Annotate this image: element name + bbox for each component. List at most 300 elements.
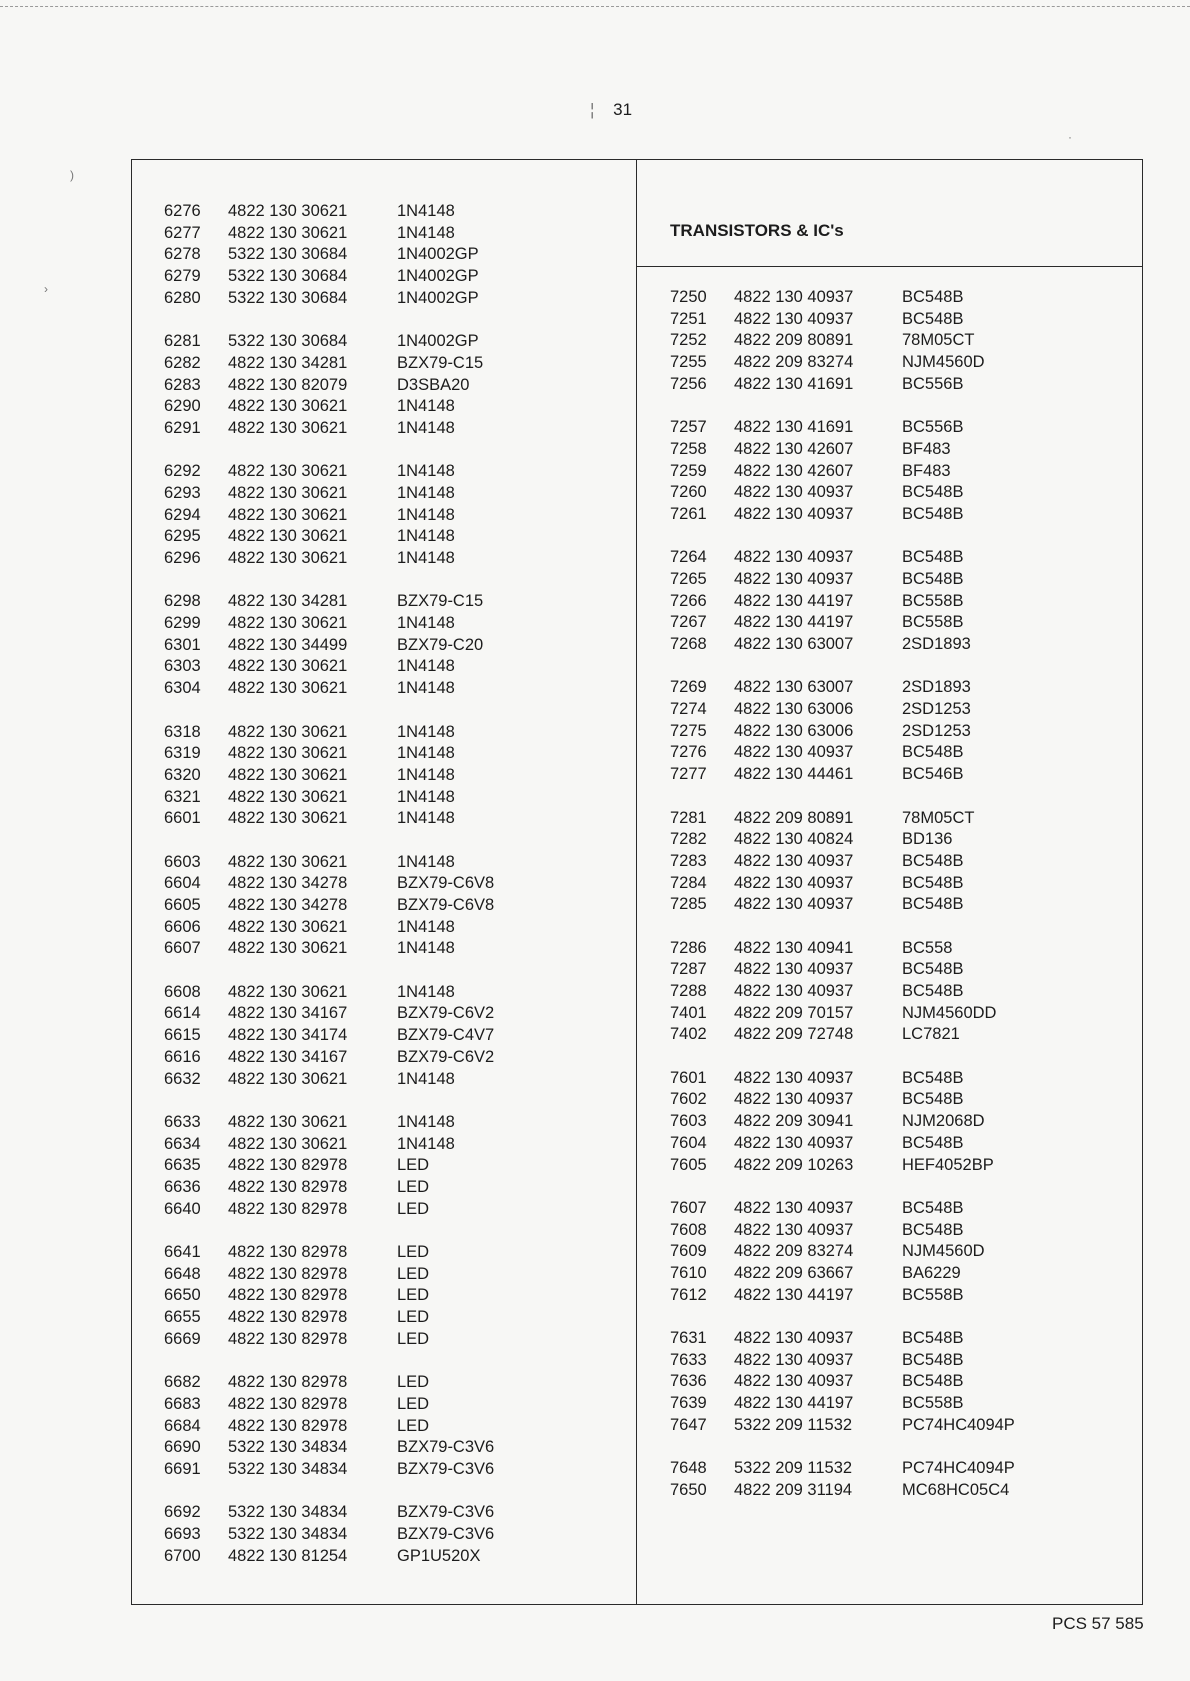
part-ref: 6606 [164,917,201,936]
part-type: D3SBA20 [397,375,470,394]
part-type: BF483 [902,439,951,458]
part-row [164,1242,494,1264]
part-row [670,959,1015,981]
part-type: BC558B [902,1285,964,1304]
part-type: BF483 [902,461,951,480]
part-ref: 7609 [670,1242,707,1261]
part-code: 4822 130 40937 [734,1133,854,1152]
part-row [670,1263,1015,1285]
part-code: 4822 130 34278 [228,896,348,914]
part-code: 4822 130 42607 [734,439,854,458]
part-code: 4822 130 30621 [228,462,348,481]
part-code: 4822 130 40937 [734,1350,854,1369]
part-row [164,1199,494,1221]
part-row [164,1416,494,1438]
part-type: 1N4002GP [397,332,479,351]
part-ref: 7605 [670,1155,707,1174]
part-code: 4822 130 82978 [228,1264,348,1283]
part-row [164,613,494,635]
part-row [670,634,1015,656]
part-code: 4822 130 40937 [734,504,854,523]
part-code: 4822 130 30621 [228,657,348,676]
part-row [164,743,494,765]
part-ref: 6655 [164,1308,201,1327]
page-number: 31 [613,100,633,119]
part-row [670,1241,1015,1263]
part-ref: 7286 [670,938,707,957]
part-row [164,223,494,245]
part-row [670,677,1015,699]
part-row [164,635,494,657]
part-type: 1N4148 [397,657,455,676]
part-code: 4822 209 63667 [734,1263,854,1282]
part-ref: 7264 [670,548,707,567]
transistor-ic-parts-list [670,287,1015,1502]
part-code: 5322 130 30684 [228,332,348,351]
part-code: 4822 130 30621 [228,809,348,828]
part-row [670,504,1015,526]
part-code: 4822 130 44461 [734,765,854,784]
part-ref: 7607 [670,1198,707,1217]
part-type: BC548B [902,1198,964,1217]
part-code: 4822 209 83274 [734,1242,854,1261]
part-ref: 6648 [164,1264,201,1283]
part-type: 1N4148 [397,982,455,1001]
part-ref: 7602 [670,1090,707,1109]
part-ref: 6299 [164,614,201,633]
part-ref: 6636 [164,1177,201,1196]
part-code: 4822 130 40937 [734,960,854,979]
part-row [670,742,1015,764]
part-code: 4822 209 80891 [734,331,854,350]
part-type: BC548B [902,982,964,1000]
part-code: 4822 209 70157 [734,1003,854,1022]
part-type: LED [397,1373,430,1392]
part-code: 4822 130 40937 [734,743,854,762]
part-ref: 6634 [164,1134,201,1153]
part-ref: 7258 [670,439,707,458]
part-ref: 6692 [164,1503,201,1522]
part-code: 4822 130 40937 [734,1329,854,1347]
scan-speck: › [44,282,48,296]
part-code: 5322 130 34834 [228,1524,348,1543]
part-type: 2SD1253 [902,721,971,740]
part-type: 1N4148 [397,549,455,567]
part-code: 4822 130 82978 [228,1177,348,1196]
part-ref: 6279 [164,267,201,286]
part-type: BC548B [902,960,964,979]
part-ref: 7639 [670,1394,707,1413]
part-ref: 6615 [164,1026,201,1045]
part-row [164,1177,494,1199]
part-row [164,483,494,505]
part-ref: 7276 [670,743,707,762]
part-row [670,1220,1015,1242]
part-type: BC548B [902,1372,964,1391]
section-title-transistors-ics: TRANSISTORS & IC's [670,221,844,240]
part-type: 2SD1253 [902,700,971,719]
scan-speck: · [1068,130,1072,144]
part-ref: 6633 [164,1112,201,1131]
part-ref: 6616 [164,1047,201,1066]
part-ref: 6669 [164,1329,201,1348]
part-type: NJM4560DD [902,1003,997,1022]
part-row [164,1003,494,1025]
part-row [164,526,494,548]
part-code: 4822 130 40937 [734,1090,854,1109]
part-ref: 7287 [670,960,707,979]
part-row [164,375,494,397]
part-ref: 6320 [164,765,201,784]
part-code: 4822 130 82978 [228,1286,348,1305]
part-row [670,1285,1015,1307]
part-row [164,461,494,483]
part-row [164,591,494,613]
part-ref: 7260 [670,483,707,502]
part-row [670,352,1015,374]
part-row [670,287,1015,309]
part-row [164,1112,494,1134]
part-row [164,1394,494,1416]
part-code: 5322 130 30684 [228,267,348,286]
part-type: BC558B [902,613,964,632]
part-ref: 6293 [164,483,201,502]
part-code: 5322 130 34834 [228,1503,348,1522]
part-code: 4822 130 63007 [734,635,854,653]
part-type: BZX79-C20 [397,635,484,654]
part-code: 4822 209 31194 [734,1480,853,1499]
part-code: 4822 130 40937 [734,1198,854,1217]
part-ref: 6614 [164,1004,201,1023]
part-code: 4822 209 10263 [734,1155,854,1174]
part-ref: 6608 [164,982,201,1001]
part-type: BC548B [902,1090,964,1109]
part-row [164,873,494,895]
part-type: GP1U520X [397,1546,481,1565]
part-code: 4822 130 30621 [228,483,348,502]
part-ref: 6303 [164,657,201,676]
part-row [670,1133,1015,1155]
part-code: 4822 130 34167 [228,1047,348,1066]
part-row [164,982,494,1004]
part-row [670,981,1015,1003]
part-ref: 7265 [670,569,707,588]
part-row [164,1459,494,1481]
part-type: 1N4148 [397,939,455,958]
part-ref: 7633 [670,1350,707,1369]
part-row [670,591,1015,613]
part-row [164,288,494,310]
part-code: 4822 130 30621 [228,1069,348,1088]
part-ref: 7402 [670,1025,707,1044]
part-code: 4822 130 82079 [228,375,348,394]
part-row [670,873,1015,895]
part-row [670,1371,1015,1393]
part-code: 4822 130 30621 [228,744,348,763]
part-ref: 7283 [670,851,707,870]
part-code: 5322 130 34834 [228,1438,348,1457]
part-row [670,1155,1015,1177]
part-row [670,1393,1015,1415]
part-type: BC548B [902,1350,964,1369]
part-code: 4822 130 30621 [228,1112,348,1131]
part-code: 4822 130 30621 [228,527,348,546]
part-code: 5322 209 11532 [734,1415,853,1434]
part-row [670,1068,1015,1090]
part-type: BZX79-C6V2 [397,1047,495,1066]
part-type: BC548B [902,851,964,870]
part-type: BC548B [902,1329,964,1347]
part-row [670,482,1015,504]
part-row [670,374,1015,396]
part-row [164,1546,494,1568]
part-type: 1N4002GP [397,267,479,286]
part-type: 1N4148 [397,1112,455,1131]
part-code: 4822 130 44197 [734,613,854,632]
part-code: 4822 130 40937 [734,483,854,502]
part-type: 1N4148 [397,483,455,502]
part-row [164,1069,494,1091]
part-row [670,1328,1015,1350]
part-code: 4822 130 40941 [734,938,854,957]
part-row [670,1458,1015,1480]
part-row [164,396,494,418]
part-type: BZX79-C15 [397,592,484,611]
part-type: LED [397,1243,430,1261]
part-row [164,1329,494,1351]
part-row [164,1372,494,1394]
scan-edge-line [0,6,1190,7]
part-code: 4822 130 82978 [228,1416,348,1435]
part-row [164,1285,494,1307]
part-ref: 6683 [164,1394,201,1413]
part-row [164,917,494,939]
part-type: BZX79-C6V8 [397,896,495,914]
part-row [670,330,1015,352]
part-ref: 6700 [164,1546,201,1565]
part-row [670,1350,1015,1372]
part-code: 4822 130 40824 [734,830,854,849]
part-code: 4822 130 63006 [734,700,854,719]
part-code: 4822 130 40937 [734,548,854,567]
part-row [670,309,1015,331]
part-type: BC548B [902,895,964,914]
section-header-rule [636,266,1142,267]
part-row [164,1047,494,1069]
part-type: BC548B [902,288,964,306]
part-row [670,764,1015,786]
part-row [164,1307,494,1329]
part-code: 4822 130 34167 [228,1004,348,1023]
part-type: 78M05CT [902,808,975,827]
part-ref: 7612 [670,1285,707,1304]
part-ref: 7282 [670,830,707,849]
part-type: HEF4052BP [902,1155,994,1174]
part-type: PC74HC4094P [902,1415,1015,1434]
part-code: 4822 130 30621 [228,202,348,220]
part-type: LED [397,1177,430,1196]
part-ref: 7284 [670,873,707,892]
part-ref: 6650 [164,1286,201,1305]
part-row [670,938,1015,960]
part-ref: 7256 [670,374,707,393]
part-code: 4822 130 81254 [228,1546,348,1565]
part-code: 4822 130 30621 [228,418,348,437]
part-type: MC68HC05C4 [902,1480,1010,1499]
part-code: 5322 209 11532 [734,1459,853,1478]
part-ref: 6601 [164,809,201,828]
part-type: BC556B [902,374,964,393]
part-code: 4822 130 30621 [228,614,348,633]
part-code: 4822 130 40937 [734,895,854,914]
part-type: NJM2068D [902,1112,985,1131]
part-ref: 6318 [164,722,201,741]
part-code: 4822 130 40937 [734,309,854,328]
part-row [670,547,1015,569]
part-type: BC548B [902,309,964,328]
part-type: LED [397,1264,430,1283]
part-ref: 6632 [164,1069,201,1088]
part-code: 4822 130 30621 [228,722,348,741]
part-code: 5322 130 34834 [228,1459,348,1478]
part-ref: 7259 [670,461,707,480]
part-ref: 6319 [164,744,201,763]
part-row [670,1111,1015,1133]
part-row [670,1024,1015,1046]
part-row [670,1003,1015,1025]
part-type: 1N4148 [397,1069,455,1088]
part-ref: 7285 [670,895,707,914]
part-code: 4822 130 30621 [228,852,348,871]
part-ref: 6321 [164,787,201,806]
part-row [670,569,1015,591]
column-divider [636,159,637,1605]
part-type: NJM4560D [902,353,985,372]
part-code: 4822 130 63006 [734,721,854,740]
part-type: 1N4148 [397,852,455,871]
part-ref: 6604 [164,874,201,893]
part-type: LC7821 [902,1025,960,1044]
part-type: 1N4148 [397,527,455,546]
part-row [164,1502,494,1524]
part-type: 78M05CT [902,331,975,350]
part-row [164,787,494,809]
part-code: 4822 130 42607 [734,461,854,480]
part-code: 4822 130 41691 [734,418,854,437]
part-ref: 6607 [164,939,201,958]
part-ref: 7251 [670,309,707,328]
part-row [164,1264,494,1286]
part-ref: 7601 [670,1068,707,1087]
part-row [670,439,1015,461]
part-code: 4822 130 44197 [734,1285,854,1304]
part-code: 4822 209 30941 [734,1112,854,1131]
part-type: 1N4148 [397,744,455,763]
part-row [670,808,1015,830]
part-type: BC548B [902,504,964,523]
part-row [164,244,494,266]
part-type: BD136 [902,830,953,849]
part-code: 4822 209 72748 [734,1025,854,1044]
part-ref: 7274 [670,700,707,719]
part-ref: 6682 [164,1373,201,1392]
part-ref: 7603 [670,1112,707,1131]
part-row [670,612,1015,634]
part-type: 1N4148 [397,917,455,936]
part-type: 1N4148 [397,765,455,784]
part-type: BC558B [902,1394,964,1413]
part-code: 4822 130 40937 [734,873,854,892]
part-ref: 7250 [670,288,707,306]
part-ref: 6304 [164,679,201,698]
part-type: 1N4148 [397,418,455,437]
part-ref: 7277 [670,765,707,784]
part-row [164,1437,494,1459]
part-type: BZX79-C3V6 [397,1459,495,1478]
part-ref: 7631 [670,1329,707,1347]
part-ref: 6295 [164,527,201,546]
part-ref: 6282 [164,353,201,372]
part-row [164,678,494,700]
part-code: 4822 130 82978 [228,1199,348,1218]
part-ref: 6298 [164,592,201,611]
part-type: BC546B [902,765,964,784]
part-type: BZX79-C3V6 [397,1524,495,1543]
part-ref: 6605 [164,896,201,914]
part-type: LED [397,1394,430,1413]
part-ref: 7275 [670,721,707,740]
part-type: LED [397,1156,430,1175]
part-type: 1N4148 [397,397,455,416]
part-type: 1N4002GP [397,288,479,307]
part-ref: 6276 [164,202,201,220]
part-type: BZX79-C4V7 [397,1026,495,1045]
part-type: BC558 [902,938,953,957]
part-row [670,829,1015,851]
part-ref: 7269 [670,678,707,697]
part-type: 1N4148 [397,505,455,524]
part-type: 1N4148 [397,1134,455,1153]
part-code: 4822 130 30621 [228,1134,348,1153]
part-ref: 6292 [164,462,201,481]
part-type: BC548B [902,569,964,588]
part-ref: 7281 [670,808,707,827]
part-code: 4822 130 82978 [228,1373,348,1392]
part-type: BC548B [902,873,964,892]
part-code: 4822 130 30621 [228,397,348,416]
part-code: 4822 130 34281 [228,353,348,372]
part-code: 4822 130 34278 [228,874,348,893]
part-row [164,1134,494,1156]
part-type: BZX79-C6V8 [397,874,495,893]
part-row [164,331,494,353]
part-code: 4822 130 44197 [734,591,854,610]
part-ref: 6693 [164,1524,201,1543]
part-row [164,808,494,830]
part-row [164,1025,494,1047]
part-code: 4822 130 30621 [228,549,348,567]
part-row [164,1155,494,1177]
part-code: 4822 130 34499 [228,635,348,654]
part-type: BC558B [902,591,964,610]
part-ref: 6296 [164,549,201,567]
part-row [164,548,494,570]
part-row [164,895,494,917]
part-code: 4822 130 40937 [734,1068,854,1087]
part-row [164,722,494,744]
document-code: PCS 57 585 [1052,1614,1144,1633]
part-code: 4822 130 34281 [228,592,348,611]
